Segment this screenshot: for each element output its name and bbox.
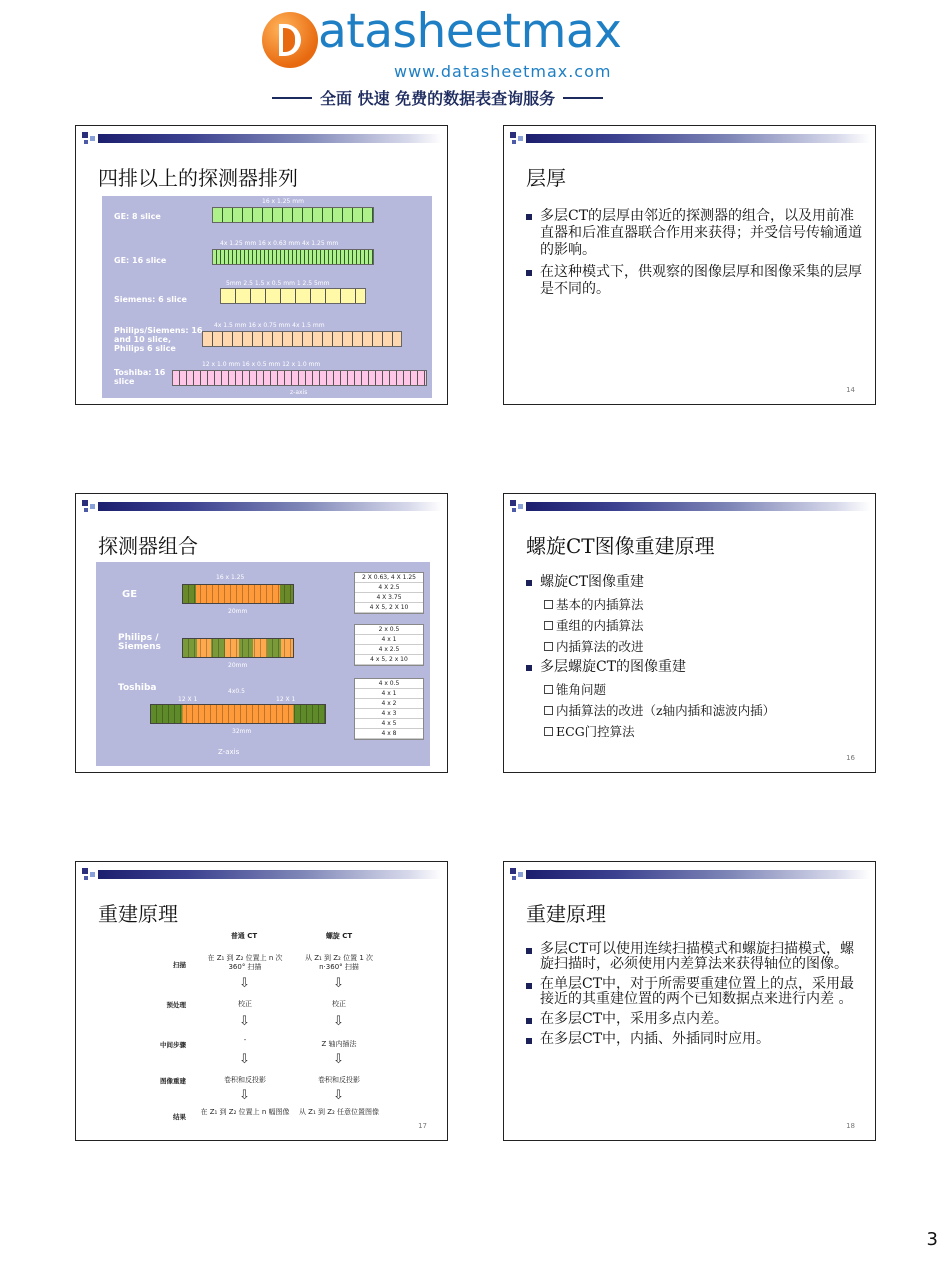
table-cell: 4 X 2.5 [355,583,423,593]
row-label: Philips/Siemens: 16 and 10 slice, Philips 6 slice [114,326,203,353]
table-cell: 4 x 5 [355,719,423,729]
detector-bar [182,584,294,604]
slide-number: 18 [846,1122,855,1130]
slide-detector-arrangement [75,125,448,405]
slide-header-bar [82,132,442,144]
detector-bar [150,704,326,724]
detector-rows-figure [102,196,432,398]
bullet-item: 在多层CT中，内插、外插同时应用。 [524,1032,864,1047]
detector-strip [212,207,374,223]
table-cell: 4 x 1 [355,689,423,699]
step-cell: 校正 [238,1000,252,1008]
slide-title: 重建原理 [526,902,606,926]
table-cell: 4 x 0.5 [355,679,423,689]
down-arrow-icon: ⇩ [239,1088,250,1103]
step-cell: - [243,1036,247,1044]
slide-slice-thickness [503,125,876,405]
tagline-rule-right [563,97,603,99]
vendor-label: GE [122,589,138,600]
dim-label: 12 X 1 [276,696,296,703]
table-cell: 4 x 5, 2 x 10 [355,655,423,665]
table-cell: 4 X 3.75 [355,593,423,603]
table-cell: 4 x 2.5 [355,645,423,655]
sub-bullet-item: 锥角问题 [524,681,864,698]
step-label: 中间步骤 [160,1041,186,1049]
bullet-list [524,208,864,303]
tagline-rule-left [272,97,312,99]
step-cell: 卷积和反投影 [224,1076,266,1084]
slide-title: 层厚 [526,166,566,190]
down-arrow-icon: ⇩ [333,1088,344,1103]
table-cell: 4 X 5, 2 X 10 [355,603,423,613]
datasheetmax-logo[interactable] [262,4,682,108]
dim-label: 4x0.5 [228,688,245,695]
slide-detector-combination [75,493,448,773]
tagline-text: 全面 快速 免费的数据表查询服务 [320,89,556,108]
z-axis-label: Z-axis [218,748,240,756]
dim-label: 16 x 1.25 mm [262,198,304,205]
sub-bullet-item: ECG门控算法 [524,723,864,740]
logo-d-mark-icon [262,12,318,68]
slide-title: 螺旋CT图像重建原理 [526,534,715,558]
slide-header-bar [82,500,442,512]
down-arrow-icon: ⇩ [239,976,250,991]
table-cell: 4 x 1 [355,635,423,645]
dim-label: 20mm [228,608,248,615]
table-cell: 4 x 3 [355,709,423,719]
slide-header-bar [82,868,442,880]
column-header: 普通 CT [230,932,258,940]
vendor-label: Toshiba [118,683,157,693]
bullet-item: 在多层CT中，采用多点内差。 [524,1012,864,1027]
column-header: 螺旋 CT [325,932,353,940]
detector-strip [202,331,402,347]
bullet-item: 在这种模式下，供观察的图像层厚和图像采集的层厚是不同的。 [524,264,864,298]
slide-reconstruction-principle-flow [75,861,448,1141]
step-label: 图像重建 [160,1077,186,1085]
step-cell: 校正 [332,1000,346,1008]
table-cell: 2 x 0.5 [355,625,423,635]
sub-bullet-item: 基本的内插算法 [524,596,864,613]
page-number: 3 [926,1229,938,1250]
step-label: 扫描 [173,961,186,969]
logo-tagline [272,86,682,109]
detector-strip [172,370,427,386]
dim-label: 12 X 1 [178,696,198,703]
dim-label: 5mm 2.5 1.5 x 0.5 mm 1 2.5 5mm [226,280,330,287]
detector-combination-figure [96,562,430,766]
combo-table [354,624,424,666]
bullet-item: 在单层CT中，对于所需要重建位置上的点，采用最接近的其重建位置的两个已知数据点来进行内差 。 [524,977,864,1007]
bullet-item: 多层CT的层厚由邻近的探测器的组合，以及用前准直器和后准直器联合作用来获得；并受信号传输通道的影响。 [524,208,864,259]
bullet-item: 螺旋CT图像重建 [524,574,864,591]
slide-title: 四排以上的探测器排列 [98,166,298,190]
dim-label: 32mm [232,728,252,735]
down-arrow-icon: ⇩ [333,1014,344,1029]
step-label: 结果 [173,1113,186,1121]
down-arrow-icon: ⇩ [333,976,344,991]
dim-label: 4x 1.25 mm 16 x 0.63 mm 4x 1.25 mm [220,240,339,247]
dim-label: 20mm [228,662,248,669]
slide-header-bar [510,132,870,144]
bullet-item: 多层CT可以使用连续扫描模式和螺旋扫描模式，螺旋扫描时，必须使用内差算法来获得轴位的图像。 [524,942,864,972]
logo-url: www.datasheetmax.com [394,62,612,81]
slide-number: 14 [846,386,855,394]
slide-reconstruction-principle-text [503,861,876,1141]
step-cell: 从 Z₁ 到 Z₂ 位置 1 次 n·360° 扫描 [304,954,373,971]
table-cell: 2 X 0.63, 4 X 1.25 [355,573,423,583]
down-arrow-icon: ⇩ [239,1052,250,1067]
logo-wordmark: atasheetmax [318,4,622,59]
detector-strip [220,288,366,304]
detector-strip [212,249,374,265]
row-label: GE: 16 slice [114,256,167,265]
step-cell: Z 轴内插法 [321,1040,357,1048]
slide-title: 重建原理 [98,902,178,926]
step-cell: 在 Z₁ 到 Z₂ 位置上 n 次 360° 扫描 [207,954,283,971]
row-label: Toshiba: 16 slice [114,368,166,386]
detector-bar [182,638,294,658]
down-arrow-icon: ⇩ [333,1052,344,1067]
combo-table [354,572,424,614]
dim-label: 16 x 1.25 [216,574,245,581]
sub-bullet-item: 内插算法的改进 [524,638,864,655]
bullet-item: 多层螺旋CT的图像重建 [524,659,864,676]
vendor-label: Philips / Siemens [118,633,161,652]
slide-number: 16 [846,754,855,762]
table-cell: 4 x 2 [355,699,423,709]
step-label: 预处理 [166,1001,186,1009]
row-label: Siemens: 6 slice [114,295,187,304]
reconstruction-flow-diagram [126,926,426,1136]
down-arrow-icon: ⇩ [239,1014,250,1029]
row-label: GE: 8 slice [114,212,161,221]
slide-title: 探测器组合 [98,534,198,558]
slide-number: 17 [418,1122,427,1130]
step-cell: 在 Z₁ 到 Z₂ 位置上 n 幅图像 [200,1108,290,1116]
dim-label: 12 x 1.0 mm 16 x 0.5 mm 12 x 1.0 mm [202,361,321,368]
slide-helical-reconstruction [503,493,876,773]
sub-bullet-item: 重组的内插算法 [524,617,864,634]
z-axis-label: z-axis [290,389,308,396]
bullet-list [524,574,864,744]
step-cell: 卷积和反投影 [318,1076,360,1084]
table-cell: 4 x 8 [355,729,423,739]
dim-label: 4x 1.5 mm 16 x 0.75 mm 4x 1.5 mm [214,322,325,329]
bullet-list [524,942,864,1052]
sub-bullet-item: 内插算法的改进（z轴内插和滤波内插） [524,702,864,719]
step-cell: 从 Z₁ 到 Z₂ 任意位置图像 [298,1108,380,1116]
slide-header-bar [510,500,870,512]
combo-table [354,678,424,740]
slide-header-bar [510,868,870,880]
